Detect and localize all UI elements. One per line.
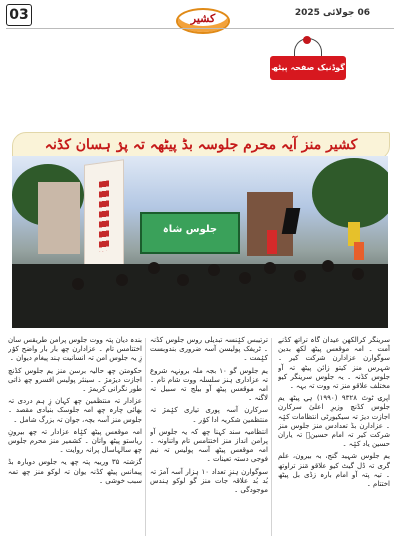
crowd-figure (177, 274, 189, 286)
crowd-figure (322, 260, 334, 272)
paragraph: گزشتہ ۳۵ ورییہ پتہ چھ یہ جلوس دوبارہ بڈ پیمانس پیٹھ کڈنہ یوان تہ لوکو منز چھ تمہ سبب خوشی ۔ (8, 458, 142, 485)
logo-text: کشیر (190, 12, 216, 25)
article-column-right (278, 336, 390, 536)
paragraph: سرکارن آسہ پوری تیاری کیٛمژ تہ منتظمین شکریہ ادا کوٛر ۔ (150, 406, 268, 424)
page-number: 03 (6, 4, 32, 26)
paragraph: ترتیبس کیٛنسہ تبدیلی روس جلوس کڈنہ ۔ ٹریفک پولیسن آسہ ضروری بندوبست کیٛمت ۔ (150, 336, 268, 363)
header-divider (6, 28, 394, 29)
pin-icon (303, 36, 311, 44)
paragraph: امہ موقعس پیٹھ کیٛاہ عزادار تہ چھ بیرونِ ریاستو پیٹھ واتان ۔ کشمیر منز محرم جلوس چھ سالہاسال پرانہ روایت ۔ (8, 427, 142, 455)
procession-banner-text: جلوس شاہ (162, 224, 218, 235)
issue-date: 06 جولائی 2025 (294, 8, 370, 18)
crowd-figure (148, 262, 160, 274)
paragraph: انتظامیہ سند کہنا چھ کہ یہ جلوس آو پرامن انداز منز اختتامس تام واتناونہ ۔ امہ موقعس پیٹھ آسہ پولیس تہ نیم فوجی دستہ تعینات ۔ (150, 427, 268, 464)
crowd-figure (116, 274, 128, 286)
crowd-figure (264, 262, 276, 274)
crowd-figure (208, 264, 220, 276)
section-tag (270, 38, 346, 96)
paragraph: اپرۍ ٹوٹ ۹۳۲۸ (۱۹۹۰) ہۍ پیٹھ یم جلوس کڈنچ وزیرِ اعلیٰ سرکارن اجازت دیژ تہ سیکیورٹی انتظامات کیٛہ ۔ عزادارن بڈ تعدادس منز جلوس منز شرکت کیر تہ امام حسینؑ تہ یاران حسین یاد کیٛہ ۔ (278, 394, 390, 449)
black-flag-icon (282, 208, 301, 234)
white-flag-icon (84, 159, 124, 277)
flag-script (99, 180, 109, 251)
orange-flag-icon (354, 242, 364, 260)
paragraph: حکومتن چھ حالیہ برسن منز یم جلوس کڈنچ اجازت دیژمژ ۔ سینئر پولیس افسرو چھ ذاتی طور نگرانی کریمژ ۔ (8, 366, 142, 394)
column-divider (145, 338, 146, 536)
crowd-figure (239, 272, 251, 284)
paragraph: یم جلوس شہید گنج، بہ بیرون، علم گری تہ ڈل گیٹ کیو علاقو مَنز تراوتھ ۔ تیہ پتہ آو امام بارہ زڈی بل پیٹھ اختتام ۔ (278, 452, 390, 489)
procession-banner (140, 212, 240, 254)
lead-photo (12, 156, 388, 328)
crowd (12, 264, 388, 328)
red-flag-icon (267, 230, 277, 254)
crowd-figure (352, 268, 364, 280)
crowd-figure (72, 278, 84, 290)
crowd-figure (294, 270, 306, 282)
column-divider (271, 338, 272, 536)
tree-right (312, 158, 388, 228)
section-tag-label: گوڈنیک صفحہ پیٹھ ۔۔۔۔ (270, 56, 346, 80)
paragraph: بندہ دیان پتہ ووت جلوس پرامن طریقس سان اختتامس تام ۔ عزادارن چھ بار بار واضح کوٛر زِ یہ جلوس امن تہ انسانیت ہند پیغام دیوان ۔ (8, 336, 142, 363)
article-column-left (8, 336, 142, 536)
paragraph: عزادار تہ منتظمین چھ کہان زِ ہم دردی تہ بھائی چارہ چھ امہ جلوسک بنیادی مقصد ۔ جلوس منز آسہ بچہ، جوان تہ بزرگ شامل ۔ (8, 397, 142, 424)
paragraph: سرینگر کرالکھن عیدان گاہ تراتھ کڈنے آمت ۔ امہ موقعس پیٹھ لکھ بدین سوگوارن عزادارن شرکت کیر ۔ شہرس منز کیتو زائن پیٹھ تہ آو جلوس کڈنہ ۔ یہ جلوس سرینگر کیو مختلف علاقو منز تہ ووت تہ بہہ ۔ (278, 336, 390, 391)
paragraph: یم جلوس گو ۱۰ بجہ ملہ برونہہ شروع تہ عزاداری ہنز سلسلہ ووت شام تام ۔ امہ موقعس پیٹھ آو بیلج تہ سبیل تہ لاگنہ ۔ (150, 366, 268, 403)
paragraph: سوگوارن ہنزِ تعداد ۱۰ ہزار آسہ آمژ تہ بُد بُد علاقہ جات منز گو لوکو ہندس موجودگی ۔ (150, 467, 268, 495)
building-left (38, 182, 80, 254)
headline: کشیر منز آیہ محرم جلوسہ بڈ پیٹھہ تہ پرٛ ہسان کڈنہ (44, 137, 358, 153)
article-column-middle (150, 336, 268, 536)
masthead-logo (176, 8, 230, 34)
